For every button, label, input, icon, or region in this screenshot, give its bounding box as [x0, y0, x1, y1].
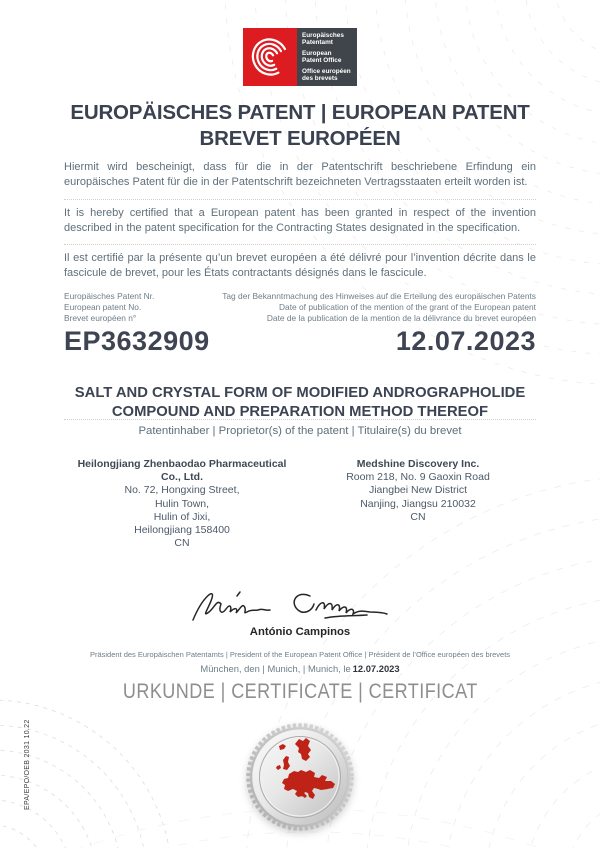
- epo-fingerprint-icon: [243, 28, 297, 86]
- patent-number-label-fr: Brevet européen n°: [64, 313, 137, 323]
- certification-text-de: Hiermit wird bescheinigt, dass für die in der Patentschrift beschriebene Erfindung ein europäisches Patent für die in der Patentschrift bezeichneten Vertragsstaaten erteilt worden ist.: [64, 161, 536, 188]
- certificate-title: [0, 100, 600, 152]
- certification-text-en: It is hereby certified that a European patent has been granted in respect of the invention described in the patent specification for the Contracting States designated in the specification.: [64, 207, 536, 234]
- proprietor-left: [64, 458, 300, 550]
- patent-number-label-en: European patent No.: [64, 302, 142, 312]
- grant-date-label-en: Date of publication of the mention of the grant of the European patent: [278, 302, 536, 312]
- certificate-title-line1: EUROPÄISCHES PATENT | EUROPEAN PATENT: [70, 101, 530, 124]
- signatory-role: Präsident des Europäischen Patentamts | President of the European Patent Office | Président de l’Office européen des brevets: [89, 650, 511, 659]
- certification-text-fr: Il est certifié par la présente qu’un brevet européen a été délivré pour l’invention décrite dans le fascicule de brevet, pour les États contractants désignés dans le fascicule.: [64, 252, 536, 279]
- epo-logo: [243, 28, 357, 86]
- address-line: Heilongjiang 158400: [134, 524, 230, 537]
- address-line: Hulin Town,: [154, 497, 210, 510]
- signatory-name: António Campinos: [249, 626, 351, 638]
- certificate-banner-text: URKUNDE | CERTIFICATE | CERTIFICAT: [122, 680, 478, 703]
- divider: [64, 199, 536, 200]
- form-code: EPA/EPO/OEB 2031 10.22: [24, 719, 31, 810]
- invention-title-line2: COMPOUND AND PREPARATION METHOD THEREOF: [111, 403, 489, 420]
- signature-handwriting: [185, 584, 415, 630]
- address-line: CN: [410, 510, 426, 523]
- address-line: CN: [174, 537, 190, 550]
- certificate-banner: [0, 680, 600, 704]
- field-values: [64, 326, 536, 357]
- place-label: München, den | Munich, | Munich, le: [200, 663, 351, 674]
- divider: [64, 244, 536, 245]
- patent-number-labels: [64, 291, 154, 324]
- field-labels: [64, 291, 536, 324]
- grant-date-label-de: Tag der Bekanntmachung des Hinweises auf die Erteilung des europäischen Patents: [222, 291, 536, 301]
- proprietors-heading: Patentinhaber | Proprietor(s) of the patent | Titulaire(s) du brevet: [138, 425, 462, 437]
- grant-date-value: 12.07.2023: [395, 326, 536, 356]
- address-line: Room 218, No. 9 Gaoxin Road: [346, 471, 490, 484]
- address-line: Nanjing, Jiangsu 210032: [360, 497, 476, 510]
- proprietor-right: [300, 458, 536, 524]
- place-date-line: [0, 663, 600, 674]
- signature-date: 12.07.2023: [352, 663, 400, 674]
- proprietor-left-name: Heilongjiang Zhenbaodao Pharmaceutical Co., Ltd.: [77, 458, 287, 484]
- invention-title-line1: SALT AND CRYSTAL FORM OF MODIFIED ANDROGRAPHOLIDE: [74, 385, 526, 401]
- european-seal: [245, 722, 355, 832]
- patent-number-label-de: Europäisches Patent Nr.: [64, 291, 155, 301]
- epo-logo-text: [297, 28, 357, 86]
- invention-title: [64, 384, 536, 421]
- patent-number-value: EP3632909: [64, 326, 210, 356]
- grant-date-labels: [222, 291, 536, 324]
- epo-org-name-fr: Office européen des brevets: [302, 67, 351, 82]
- grant-date-label-fr: Date de la publication de la mention de la délivrance du brevet européen: [266, 313, 536, 323]
- proprietor-right-name: Medshine Discovery Inc.: [356, 458, 480, 470]
- address-line: No. 72, Hongxing Street,: [124, 484, 240, 497]
- address-line: Hulin of Jixi,: [153, 510, 211, 523]
- epo-org-name-en: European Patent Office: [302, 49, 342, 64]
- certificate-title-line2: BREVET EUROPÉEN: [199, 127, 401, 150]
- address-line: Jiangbei New District: [368, 484, 468, 497]
- epo-org-name-de: Europäisches Patentamt: [302, 32, 344, 47]
- divider: [64, 419, 536, 420]
